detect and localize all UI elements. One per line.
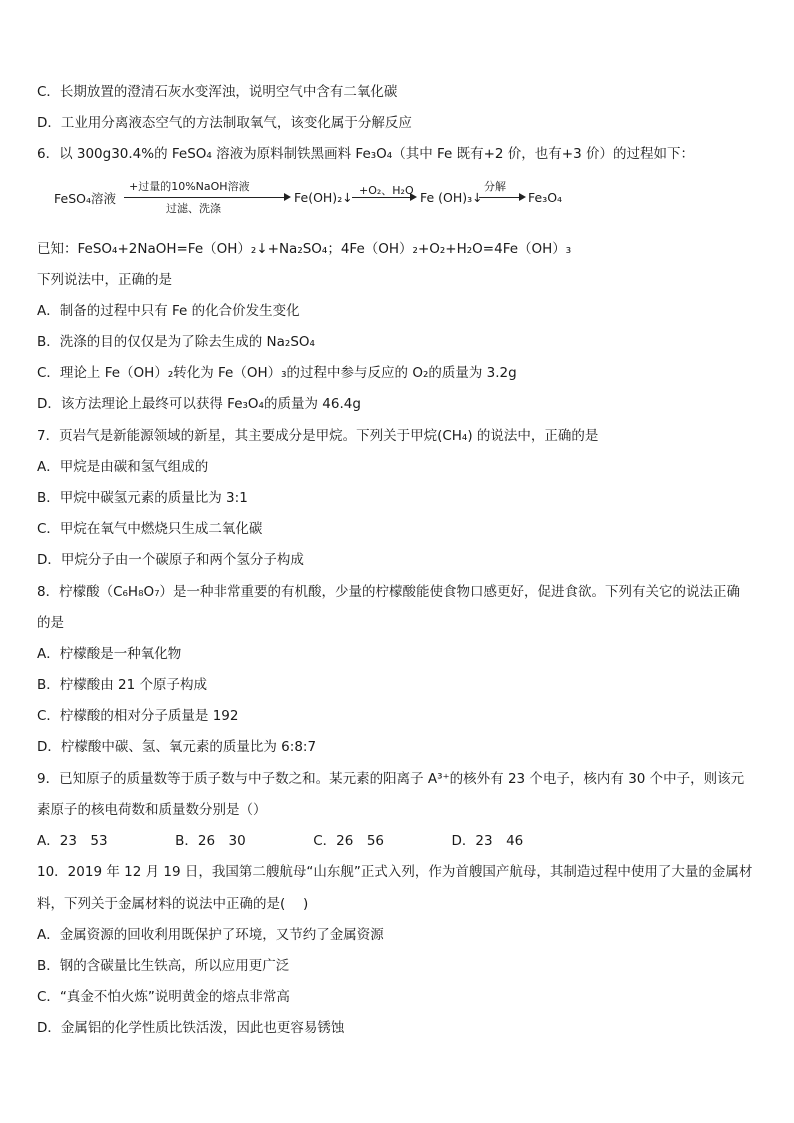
option-5c: C．长期放置的澄清石灰水变浑浊，说明空气中含有二氧化碳 (37, 84, 398, 100)
flow-intermediate-2: Fe (OH)₃↓ (420, 190, 483, 205)
option-8c: C．柠檬酸的相对分子质量是 192 (37, 708, 239, 724)
option-10c: C．“真金不怕火炼”说明黄金的熔点非常高 (37, 989, 290, 1005)
question-8-stem-cont: 的是 (37, 615, 64, 631)
flow-step3-condition: 分解 (484, 180, 506, 193)
option-6c: C．理论上 Fe（OH）₂转化为 Fe（OH）₃的过程中参与反应的 O₂的质量为 3.2g (37, 365, 517, 381)
flow-arrow-2 (352, 197, 412, 198)
flow-step2-condition: +O₂、H₂O (359, 184, 414, 197)
flow-start: FeSO₄溶液 (54, 191, 116, 206)
flow-intermediate-1: Fe(OH)₂↓ (294, 190, 353, 205)
question-10-stem: 10．2019 年 12 月 19 日，我国第二艘航母“山东舰”正式入列，作为首艘国产航母，其制造过程中使用了大量的金属材 (37, 864, 753, 880)
question-6-known: 已知：FeSO₄+2NaOH=Fe（OH）₂↓+Na₂SO₄；4Fe（OH）₂+O₂+H₂O=4Fe（OH）₃ (37, 241, 572, 257)
flow-step1-operation: 过滤、洗涤 (166, 202, 221, 215)
option-7b: B．甲烷中碳氢元素的质量比为 3:1 (37, 490, 248, 506)
flow-end: Fe₃O₄ (528, 190, 563, 205)
option-5d: D．工业用分离液态空气的方法制取氧气，该变化属于分解反应 (37, 115, 412, 131)
question-7-stem: 7．页岩气是新能源领域的新星，其主要成分是甲烷。下列关于甲烷(CH₄) 的说法中，正确的是 (37, 428, 599, 444)
option-7a: A．甲烷是由碳和氢气组成的 (37, 459, 209, 475)
option-7c: C．甲烷在氧气中燃烧只生成二氧化碳 (37, 521, 263, 537)
option-10d: D．金属铝的化学性质比铁活泼，因此也更容易锈蚀 (37, 1020, 345, 1036)
option-6a: A．制备的过程中只有 Fe 的化合价发生变化 (37, 303, 300, 319)
question-9-stem-cont: 素原子的核电荷数和质量数分别是（） (37, 802, 267, 818)
question-6-stem: 6．以 300g30.4%的 FeSO₄ 溶液为原料制铁黑画料 Fe₃O₄（其中 Fe 既有+2 价，也有+3 价）的过程如下： (37, 146, 694, 162)
question-8-stem: 8．柠檬酸（C₆H₈O₇）是一种非常重要的有机酸，少量的柠檬酸能使食物口感更好，促进食欲。下列有关它的说法正确 (37, 584, 741, 600)
option-8b: B．柠檬酸由 21 个原子构成 (37, 677, 208, 693)
flow-arrowhead-3 (519, 193, 526, 201)
flow-arrow-1 (124, 197, 286, 198)
question-10-stem-cont: 料，下列关于金属材料的说法中正确的是( ) (37, 896, 309, 912)
option-6d: D．该方法理论上最终可以获得 Fe₃O₄的质量为 46.4g (37, 396, 361, 412)
flow-arrowhead-2 (410, 193, 417, 201)
question-6-prompt: 下列说法中，正确的是 (37, 272, 172, 288)
flow-arrowhead-1 (284, 193, 291, 201)
option-10a: A．金属资源的回收利用既保护了环境，又节约了金属资源 (37, 927, 384, 943)
process-flow-diagram (54, 178, 574, 218)
question-9-options: A．23 53 B．26 30 C．26 56 D．23 46 (37, 833, 524, 849)
option-7d: D．甲烷分子由一个碳原子和两个氢分子构成 (37, 552, 304, 568)
flow-arrow-3 (479, 197, 521, 198)
option-10b: B．钢的含碳量比生铁高，所以应用更广泛 (37, 958, 290, 974)
question-9-stem: 9．已知原子的质量数等于质子数与中子数之和。某元素的阳离子 A³⁺的核外有 23 个电子，核内有 30 个中子，则该元 (37, 771, 745, 787)
option-6b: B．洗涤的目的仅仅是为了除去生成的 Na₂SO₄ (37, 334, 315, 350)
option-8a: A．柠檬酸是一种氧化物 (37, 646, 182, 662)
option-8d: D．柠檬酸中碳、氢、氧元素的质量比为 6:8:7 (37, 739, 317, 755)
flow-step1-condition: +过量的10%NaOH溶液 (129, 180, 250, 193)
